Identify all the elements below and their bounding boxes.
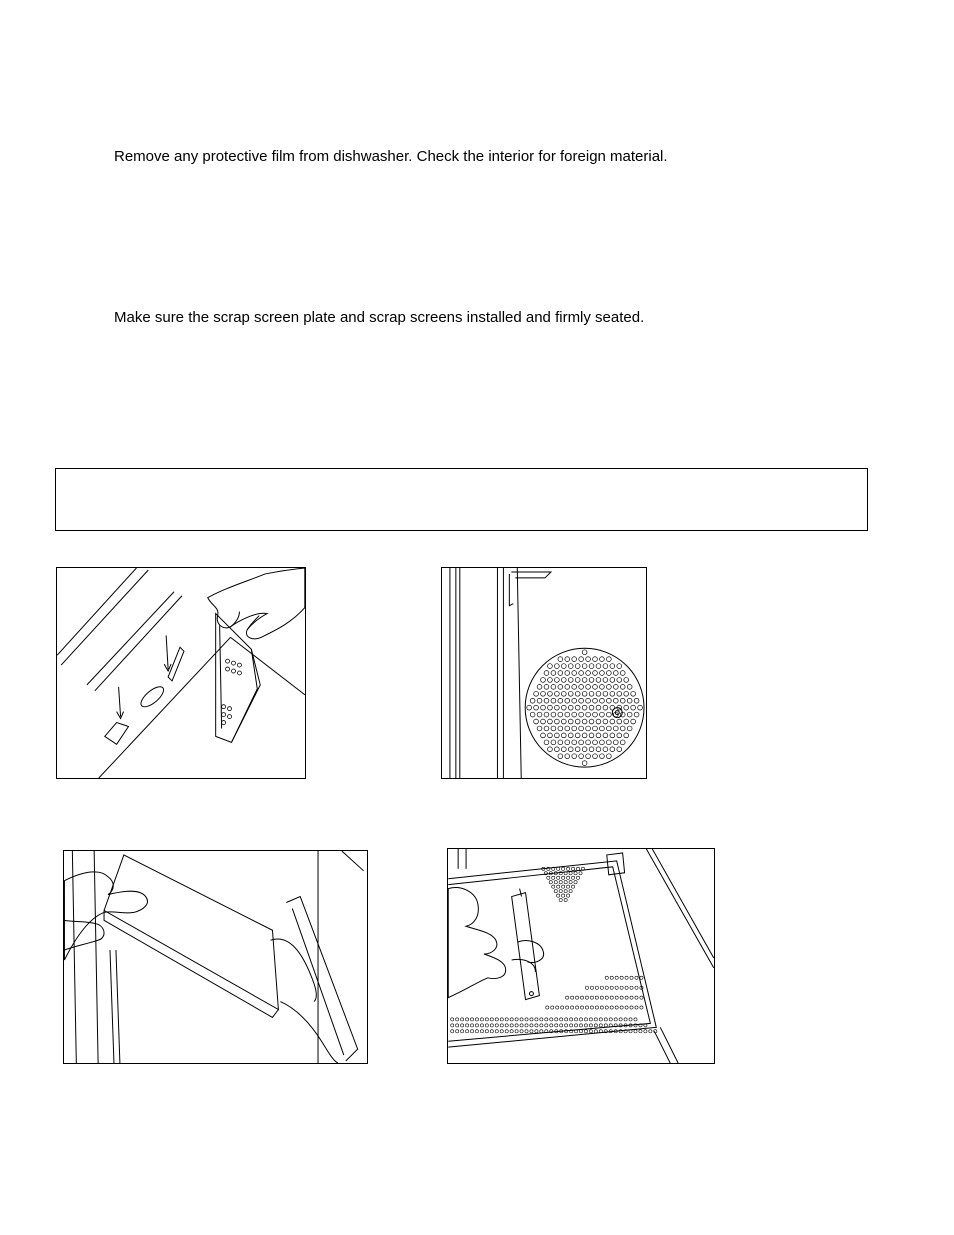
figure-scrap-basket-install [56,567,306,779]
hand-installing-scrap-basket-illustration [57,568,305,778]
figure-scrap-screen-handle [447,848,715,1064]
instruction-remove-film: Remove any protective film from dishwasher. Check the interior for foreign material. [114,148,668,165]
figure-scrap-plate-slide [63,850,368,1064]
hand-holding-scrap-screen-handle-illustration [448,849,714,1063]
instruction-scrap-screen: Make sure the scrap screen plate and scrap screens installed and firmly seated. [114,309,645,326]
figure-scrap-screen-circle [441,567,647,779]
perforated-scrap-screen-illustration [442,568,646,778]
notice-box [55,468,868,531]
hand-sliding-scrap-plate-illustration [64,851,367,1063]
